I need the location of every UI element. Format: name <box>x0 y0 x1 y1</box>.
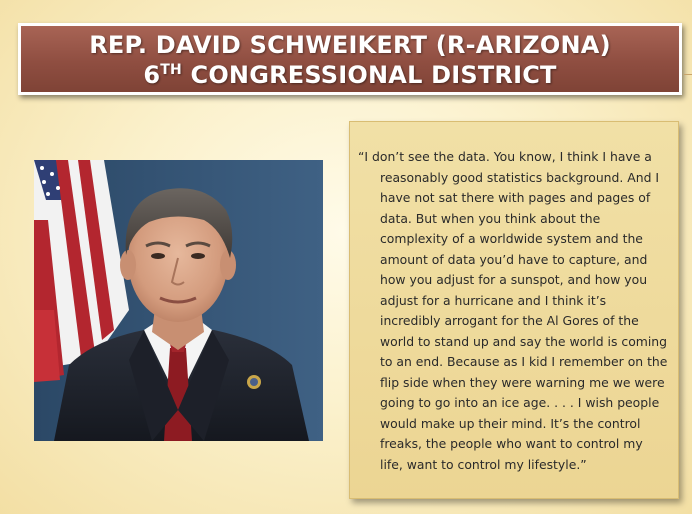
title-line-1: REP. DAVID SCHWEIKERT (R-ARIZONA) <box>89 31 611 59</box>
title-line-2 <box>21 60 679 90</box>
slide-edge-marker <box>684 74 692 75</box>
portrait-photo <box>34 160 323 441</box>
title-district-number: 6 <box>143 61 161 89</box>
slide-title <box>18 23 682 95</box>
quote-text: “I don’t see the data. You know, I think I have a reasonably good statistics background. And I have not sat there with pages and pages of data. But when you think about the complexity of a worldwide system and the amount of data you’d have to capture, and how you adjust for a sunspot, and how you adjust for a hurricane and I think it’s incredibly arrogant for the Al Gores of the world to stand up and say the world is coming to an end. Because as I kid I remember on the flip side when they were warning me we were going to go into an ice age. . . . I wish people would make up their mind. It’s the control freaks, the people who want to control my life, want to control my lifestyle.” <box>358 149 668 472</box>
portrait-illustration <box>34 160 323 441</box>
quote-box <box>349 121 679 499</box>
title-district-label: CONGRESSIONAL DISTRICT <box>181 61 557 89</box>
title-ordinal-suffix: TH <box>160 62 182 78</box>
